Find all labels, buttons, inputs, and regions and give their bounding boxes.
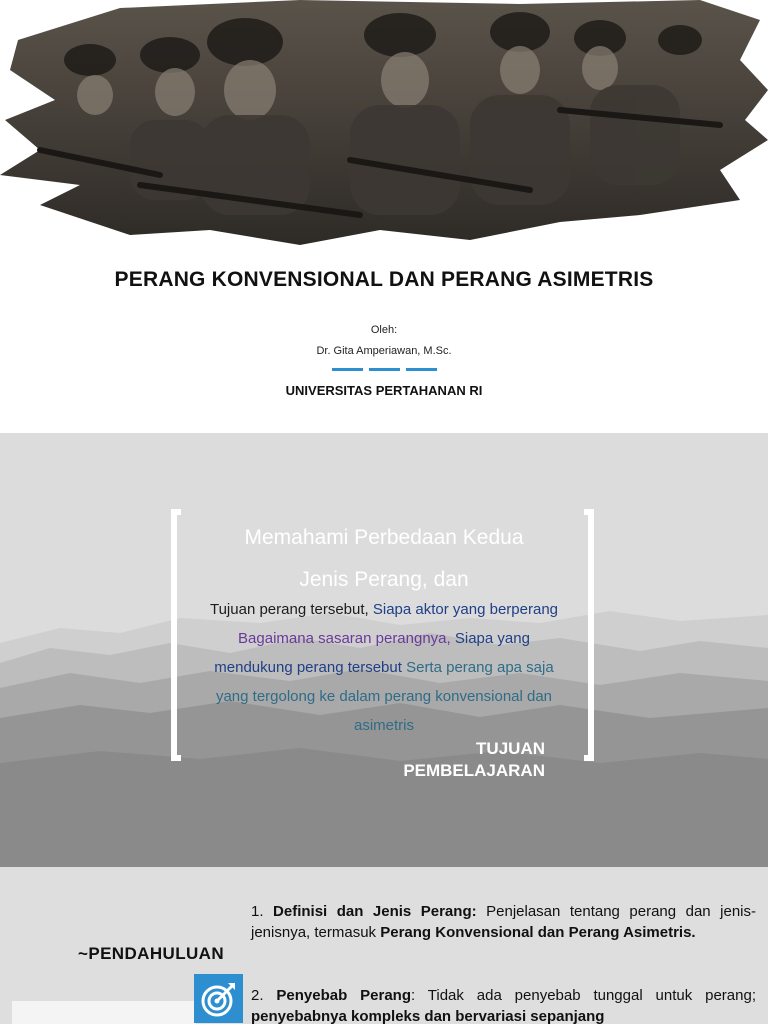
objective-purpose: Tujuan perang tersebut, (209, 601, 369, 618)
frame-right-bracket (584, 509, 594, 761)
author-name: Dr. Gita Amperiawan, M.Sc. (316, 345, 452, 357)
slide-title: PERANG KONVENSIONAL DAN PERANG ASIMETRIS (114, 268, 654, 291)
soldiers-hero-image (0, 0, 768, 250)
item2-heading: Penyebab Perang (276, 987, 411, 1004)
item2-number: 2. (251, 987, 264, 1004)
label-line1: TUJUAN (476, 739, 545, 758)
university-name: UNIVERSITAS PERTAHANAN RI (285, 383, 483, 398)
section-title: ~PENDAHULUAN (78, 944, 225, 963)
intro-item-1 (251, 901, 756, 943)
item1-text: Penjelasan tentang perang dan jenis-jenisnya, termasuk (251, 903, 756, 941)
introduction-slide (0, 867, 768, 1024)
target-arrow-icon (194, 974, 243, 1023)
learning-objectives-label (380, 738, 545, 782)
item1-emphasis: Perang Konvensional dan Perang Asimetris. (380, 924, 696, 941)
objectives-heading (198, 517, 570, 601)
intro-item-2 (251, 985, 756, 1024)
title-slide (0, 0, 768, 433)
objectives-paragraph (198, 595, 570, 740)
learning-objectives-slide (0, 433, 768, 867)
objective-targets: Bagaimana sasaran perangnya, (238, 630, 451, 647)
objective-supporters: Siapa yang mendukung perang tersebut (214, 630, 530, 676)
item1-heading: Definisi dan Jenis Perang: (273, 903, 477, 920)
objectives-heading-line1: Memahami Perbedaan Kedua (244, 526, 524, 549)
objectives-heading-line2: Jenis Perang, dan (299, 568, 469, 591)
objective-actors: Siapa aktor yang berperang (372, 601, 559, 618)
by-label: Oleh: (370, 324, 398, 336)
label-line2: PEMBELAJARAN (403, 761, 545, 780)
left-panel (12, 1001, 196, 1024)
item2-emphasis: penyebabnya kompleks dan bervariasi sepanjang (251, 1008, 605, 1024)
item1-number: 1. (251, 903, 264, 920)
objective-war-types: Serta perang apa saja yang tergolong ke dalam perang konvensional dan asimetris (215, 659, 554, 734)
frame-left-bracket (171, 509, 181, 761)
decorative-dashes (332, 368, 437, 372)
item2-text: : Tidak ada penyebab tunggal untuk perang; (411, 987, 756, 1004)
